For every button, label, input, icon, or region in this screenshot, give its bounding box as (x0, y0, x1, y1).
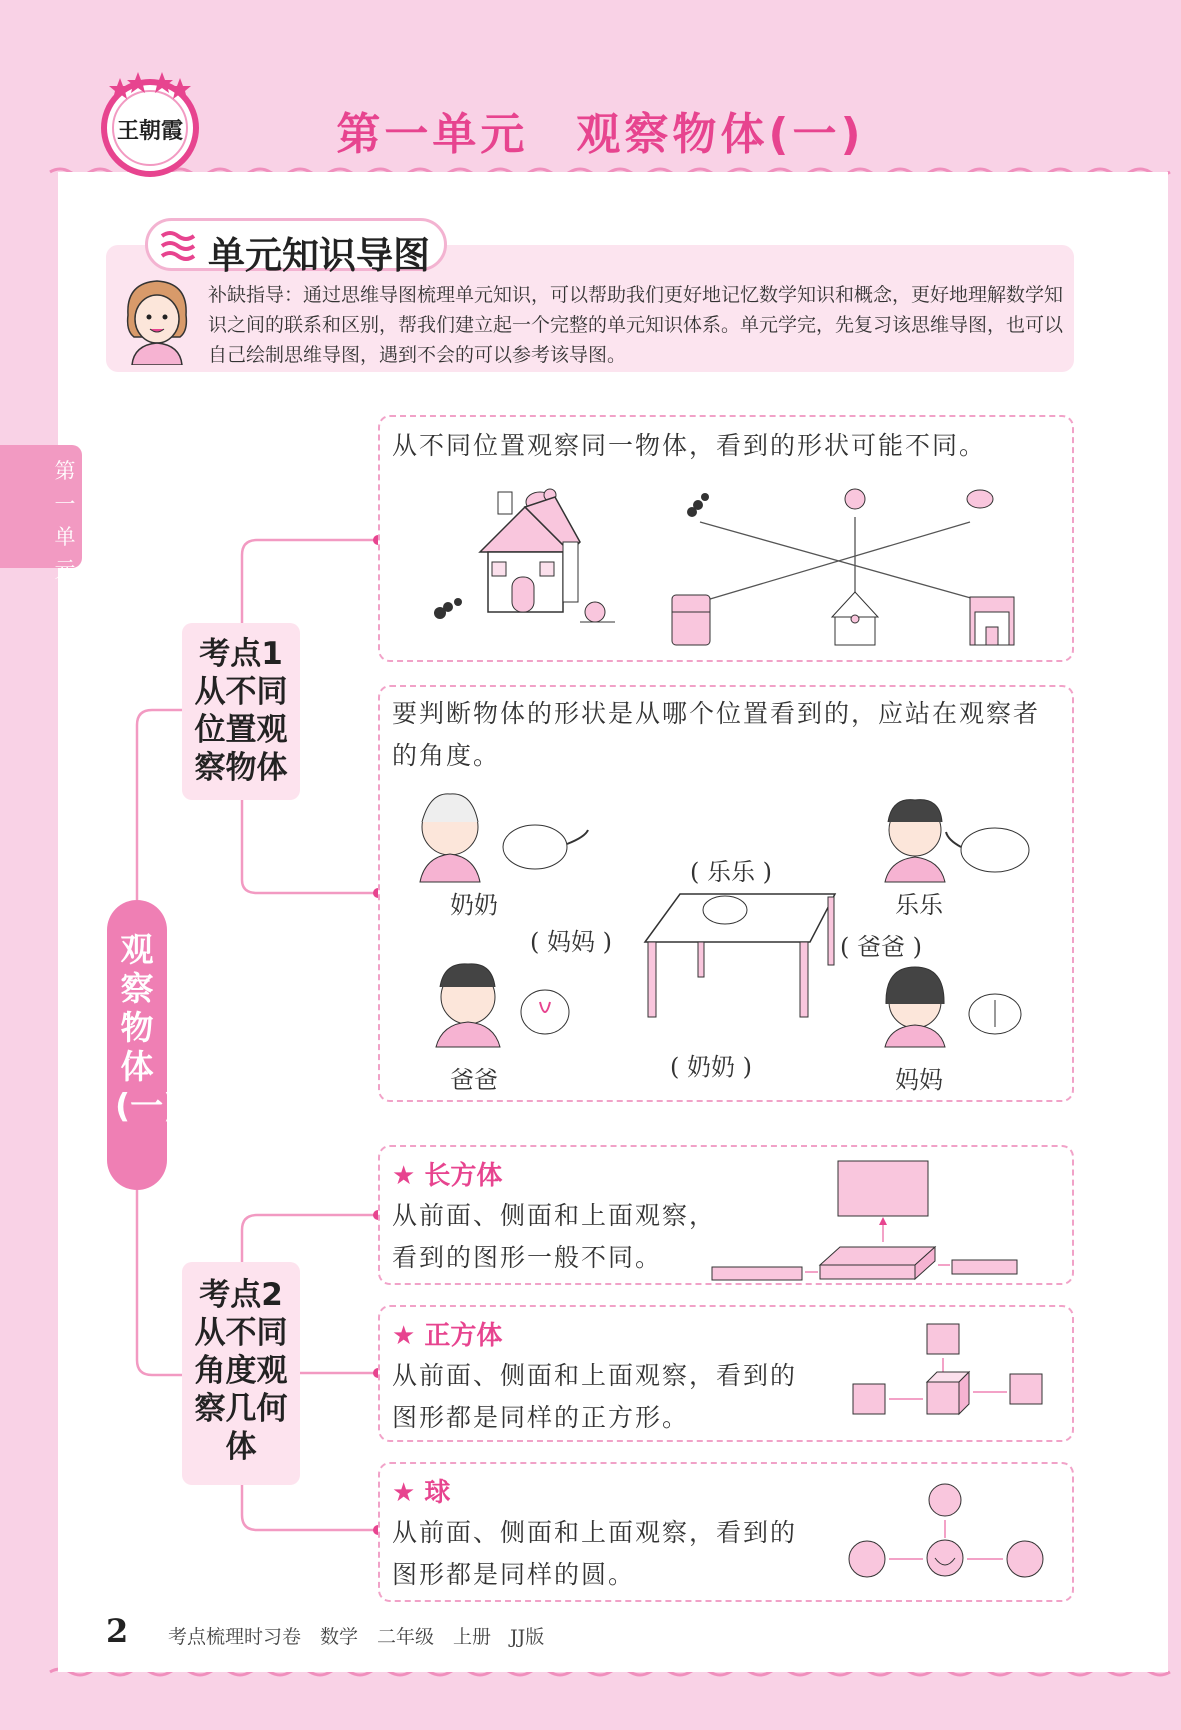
keypoint-2-label: 从不同角度观察几何体 (194, 1315, 288, 1465)
cube-text-line1: 从前面、侧面和上面观察，看到的 (392, 1361, 798, 1390)
keypoint-2-number: 考点2 (199, 1277, 283, 1313)
table-label-right: ( 爸爸 ) (840, 933, 922, 961)
sphere-title-row (392, 1472, 450, 1509)
box-position-observation (378, 415, 1074, 662)
box-cube (378, 1305, 1074, 1442)
box-cuboid (378, 1145, 1074, 1285)
sphere-text-line1: 从前面、侧面和上面观察，看到的 (392, 1518, 798, 1547)
guide-text: 补缺指导：通过思维导图梳理单元知识，可以帮助我们更好地记忆数学知识和概念，更好地理解数学知识之间的联系和区别，帮我们建立起一个完整的单元知识体系。单元学完，先复习该思维导图，也可以自己绘制思维导图，遇到不会的可以参考该导图。 (208, 284, 1064, 366)
brand-logo-text: 王朝霞 (116, 119, 183, 144)
cuboid-title-row (392, 1155, 502, 1192)
table-label-top: ( 乐乐 ) (690, 858, 772, 886)
label-lele: 乐乐 (895, 891, 943, 919)
keypoint-1-number: 考点1 (199, 636, 283, 672)
cuboid-text-line1: 从前面、侧面和上面观察， (392, 1201, 717, 1230)
cuboid-views-diagram (710, 1157, 1070, 1282)
page-title: 第一单元 观察物体(一) (336, 109, 865, 160)
page-number: 2 (106, 1612, 129, 1650)
label-dad: 爸爸 (450, 1066, 498, 1094)
guide-heading: 单元知识导图 (208, 234, 430, 277)
footer-info: 考点梳理时习卷 数学 二年级 上册 JJ版 (168, 1626, 545, 1648)
house-scene-illustration (380, 467, 1072, 657)
star-icon: ★ (392, 1161, 425, 1191)
mindmap-root-label: 观察物体(一) (115, 930, 179, 1125)
side-tab-label: 第一单元 (54, 459, 76, 582)
box1-text: 从不同位置观察同一物体，看到的形状可能不同。 (392, 431, 987, 460)
box-observer-perspective (378, 685, 1074, 1102)
cube-views-diagram (845, 1322, 1070, 1437)
cube-text-line2: 图形都是同样的正方形。 (392, 1403, 690, 1432)
cube-title: 正方体 (424, 1321, 503, 1351)
keypoint-1-label: 从不同位置观察物体 (194, 674, 288, 786)
cuboid-title: 长方体 (424, 1161, 503, 1191)
sphere-title: 球 (424, 1478, 451, 1508)
keypoint-2 (182, 1262, 300, 1485)
table-label-left: ( 妈妈 ) (530, 928, 612, 956)
keypoint-1 (182, 623, 300, 800)
box2-text: 要判断物体的形状是从哪个位置看到的，应站在观察者的角度。 (392, 699, 1041, 770)
star-icon: ★ (392, 1478, 425, 1508)
sphere-views-diagram (845, 1482, 1070, 1597)
label-mom: 妈妈 (895, 1066, 943, 1094)
table-label-bottom: ( 奶奶 ) (670, 1053, 752, 1081)
label-grandma: 奶奶 (450, 891, 498, 919)
box-sphere (378, 1462, 1074, 1602)
cuboid-text-line2: 看到的图形一般不同。 (392, 1243, 663, 1272)
sphere-text-line2: 图形都是同样的圆。 (392, 1560, 636, 1589)
star-icon: ★ (392, 1321, 425, 1351)
cube-title-row (392, 1315, 502, 1352)
